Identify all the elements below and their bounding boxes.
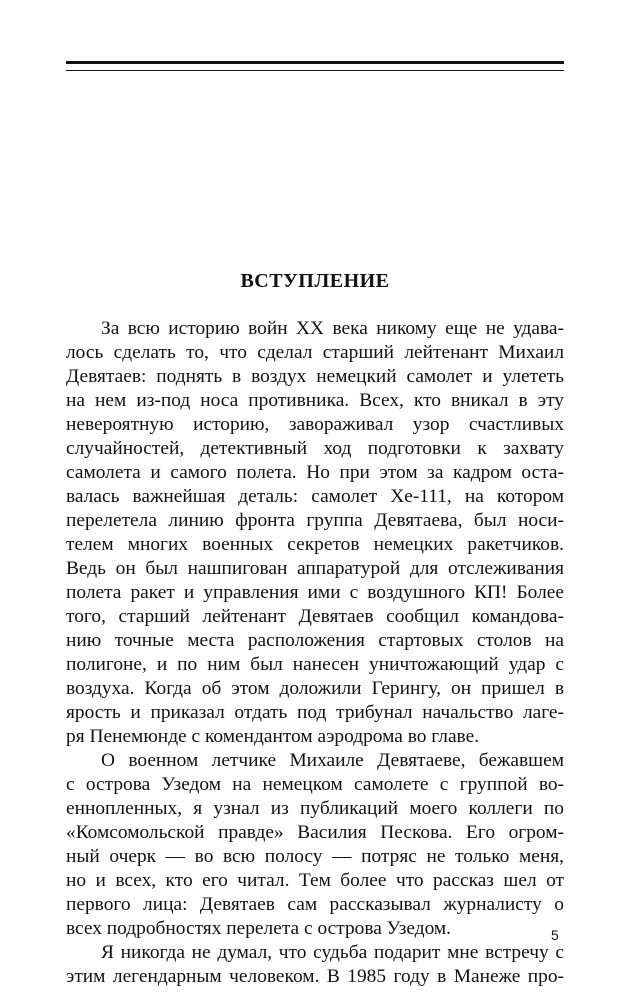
- text-line: первого лица: Девятаев сам рассказывал журналисту о: [66, 894, 564, 915]
- text-line: того, старший лейтенант Девятаев сообщил командова-: [66, 606, 564, 627]
- text-line: полета ракет и управления ими с воздушного КП! Более: [66, 582, 564, 603]
- text-line: этим легендарным человеком. В 1985 году в Манеже про-: [66, 966, 564, 987]
- text-line: Ведь он был нашпигован аппаратурой для отслеживания: [66, 558, 564, 579]
- text-line: Я никогда не думал, что судьба подарит мне встречу с: [101, 942, 564, 963]
- text-line: О военном летчике Михаиле Девятаеве, бежавшем: [101, 750, 564, 771]
- text-line: на нем из-под носа противника. Всех, кто вникал в эту: [66, 390, 564, 411]
- text-line: с острова Узедом на немецком самолете с группой во-: [66, 774, 564, 795]
- text-line: перелетела линию фронта группа Девятаева, был носи-: [66, 510, 564, 531]
- text-line: лось сделать то, что сделал старший лейтенант Михаил: [66, 342, 564, 363]
- text-line: За всю историю войн XX века никому еще не удава-: [101, 318, 564, 339]
- text-line: ный очерк — во всю полосу — потряс не только меня,: [66, 846, 564, 867]
- text-line: ярость и приказал отдать под трибунал начальство лаге-: [66, 702, 564, 723]
- text-line: еннопленных, я узнал из публикаций моего коллеги по: [66, 798, 564, 819]
- text-line: всех подробностях перелета с острова Узедом.: [66, 918, 452, 939]
- text-line: невероятную историю, завораживал узор счастливых: [66, 414, 564, 435]
- text-line: Девятаев: поднять в воздух немецкий самолет и улететь: [66, 366, 564, 387]
- text-line: ря Пенемюнде с комендантом аэродрома во главе.: [66, 726, 480, 747]
- text-line: случайностей, детективный ход подготовки к захвату: [66, 438, 564, 459]
- text-line: нию точные места расположения стартовых столов на: [66, 630, 564, 651]
- text-line: телем многих военных секретов немецких ракетчиков.: [66, 534, 564, 555]
- header-rule-thick: [66, 61, 564, 64]
- text-line: «Комсомольской правде» Василия Пескова. Его огром-: [66, 822, 564, 843]
- header-rule-thin: [66, 70, 564, 71]
- page-number: 5: [551, 927, 559, 943]
- text-line: но и всех, кто его читал. Тем более что рассказ шел от: [66, 870, 564, 891]
- text-line: полигоне, и по ним был нанесен уничтожающий удар с: [66, 654, 564, 675]
- chapter-heading: ВСТУПЛЕНИЕ: [240, 270, 390, 292]
- text-line: воздуха. Когда об этом доложили Герингу, он пришел в: [66, 678, 564, 699]
- text-line: валась важнейшая деталь: самолет Хе-111, на котором: [66, 486, 564, 507]
- text-line: самолета и самого полета. Но при этом за кадром оста-: [66, 462, 564, 483]
